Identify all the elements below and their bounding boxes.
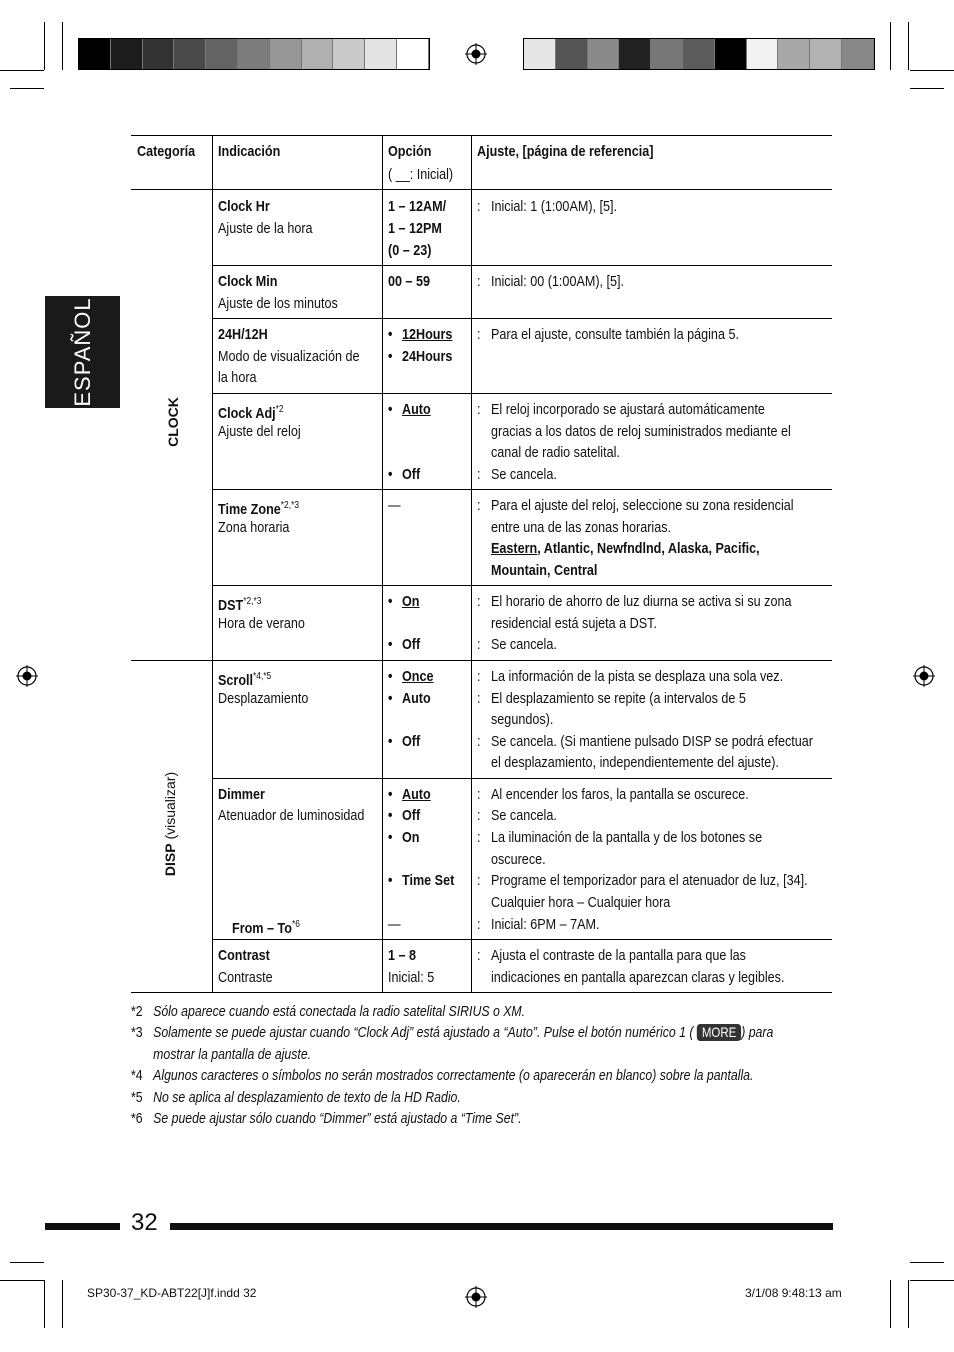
setting-text: Programe el temporizador para el atenuador de luz, [34]. xyxy=(491,872,808,889)
header-categoria: Categoría xyxy=(137,143,196,160)
header-indicacion: Indicación xyxy=(218,143,281,160)
setting-colon: : xyxy=(477,198,481,215)
header-opcion: Opción xyxy=(388,143,432,160)
slug-filename: SP30-37_KD-ABT22[J]f.indd 32 xyxy=(87,1286,257,1300)
item-desc: Hora de verano xyxy=(218,615,305,632)
color-bar-right xyxy=(523,38,875,70)
color-swatch xyxy=(143,39,175,69)
option-value-default: Auto xyxy=(402,401,431,418)
item-desc: Zona horaria xyxy=(218,519,290,536)
footer-bar-left xyxy=(45,1223,120,1230)
registration-mark-icon xyxy=(16,665,38,687)
item-name: Scroll$^{*4,*5}$ xyxy=(218,671,272,689)
setting-text: Para el ajuste del reloj, seleccione su zona residencial xyxy=(491,497,794,514)
setting-colon: : xyxy=(477,401,481,418)
setting-text: Inicial: 00 (1:00AM), [5]. xyxy=(491,273,625,290)
language-tab xyxy=(45,296,120,408)
item-name: $DST^{*2,*3}$ xyxy=(218,596,262,614)
setting-colon: : xyxy=(477,872,481,889)
footnote: *2 Sólo aparece cuando está conectada la radio satelital SIRIUS o XM. xyxy=(131,1003,526,1020)
group-label-disp: DISP (visualizar) xyxy=(162,771,179,877)
color-swatch xyxy=(715,39,747,69)
setting-colon: : xyxy=(477,273,481,290)
setting-text: gracias a los datos de reloj suministrados mediante el xyxy=(491,423,791,440)
footnote: *6 Se puede ajustar sólo cuando “Dimmer” está ajustado a “Time Set”. xyxy=(131,1110,522,1127)
item-name: Clock Adj$^{*2}$ xyxy=(218,404,284,422)
setting-colon: : xyxy=(477,916,481,933)
option-bullet: • xyxy=(388,326,393,343)
item-desc: Modo de visualización de xyxy=(218,348,360,365)
color-swatch xyxy=(524,39,556,69)
setting-text: residencial está sujeta a DST. xyxy=(491,615,657,632)
setting-text: La información de la pista se desplaza una sola vez. xyxy=(491,668,784,685)
option-value: Auto xyxy=(402,690,431,707)
item-name: Dimmer xyxy=(218,786,265,803)
item-name: Clock Hr xyxy=(218,198,270,215)
registration-mark-icon xyxy=(465,1286,487,1308)
item-desc: Ajuste de los minutos xyxy=(218,295,338,312)
option-value: (0 – 23) xyxy=(388,242,432,259)
color-bar-left xyxy=(78,38,430,70)
setting-text: La iluminación de la pantalla y de los botones se xyxy=(491,829,763,846)
setting-colon: : xyxy=(477,690,481,707)
color-swatch xyxy=(206,39,238,69)
option-value: Off xyxy=(402,733,421,750)
item-desc: Ajuste de la hora xyxy=(218,220,313,237)
registration-mark-icon xyxy=(465,43,487,65)
more-button-icon: MORE xyxy=(697,1024,741,1041)
option-bullet: • xyxy=(388,872,393,889)
setting-colon: : xyxy=(477,326,481,343)
color-swatch xyxy=(333,39,365,69)
option-value: On xyxy=(402,829,420,846)
setting-text: canal de radio satelital. xyxy=(491,444,620,461)
footer-bar-right xyxy=(170,1223,833,1230)
setting-colon: : xyxy=(477,593,481,610)
setting-text: entre una de las zonas horarias. xyxy=(491,519,672,536)
option-bullet: • xyxy=(388,593,393,610)
color-swatch xyxy=(842,39,874,69)
setting-colon: : xyxy=(477,733,481,750)
color-swatch xyxy=(810,39,842,69)
option-value: Off xyxy=(402,636,421,653)
color-swatch xyxy=(270,39,302,69)
setting-text: Cualquier hora – Cualquier hora xyxy=(491,894,671,911)
option-bullet: • xyxy=(388,636,393,653)
item-desc: Ajuste del reloj xyxy=(218,423,301,440)
footnote: *4 Algunos caracteres o símbolos no serán mostrados correctamente (o aparecerán en blanco) sobre la pantalla. xyxy=(131,1067,754,1084)
color-swatch xyxy=(365,39,397,69)
page-number: 32 xyxy=(131,1209,158,1236)
setting-text: Ajusta el contraste de la pantalla para que las xyxy=(491,947,746,964)
option-bullet: • xyxy=(388,807,393,824)
option-value: Inicial: 5 xyxy=(388,969,435,986)
color-swatch xyxy=(397,39,429,69)
color-swatch xyxy=(556,39,588,69)
item-desc: Contraste xyxy=(218,969,273,986)
option-value: 00 – 59 xyxy=(388,273,431,290)
setting-text: indicaciones en pantalla aparezcan claras y legibles. xyxy=(491,969,785,986)
setting-text: Para el ajuste, consulte también la página 5. xyxy=(491,326,739,343)
color-swatch xyxy=(619,39,651,69)
registration-mark-icon xyxy=(913,665,935,687)
color-swatch xyxy=(588,39,620,69)
option-value: 1 – 12PM xyxy=(388,220,442,237)
color-swatch xyxy=(238,39,270,69)
item-sub-name: From – To$^{*6}$ xyxy=(232,919,300,937)
setting-text: el desplazamiento, independientemente del ajuste). xyxy=(491,754,779,771)
time-zone-list: Mountain, Central xyxy=(491,562,598,579)
option-bullet: • xyxy=(388,668,393,685)
setting-colon: : xyxy=(477,466,481,483)
color-swatch xyxy=(778,39,810,69)
option-value: — xyxy=(388,497,401,514)
setting-text: El reloj incorporado se ajustará automáticamente xyxy=(491,401,765,418)
option-bullet: • xyxy=(388,690,393,707)
setting-colon: : xyxy=(477,668,481,685)
setting-colon: : xyxy=(477,636,481,653)
setting-text: Inicial: 6PM – 7AM. xyxy=(491,916,600,933)
setting-colon: : xyxy=(477,829,481,846)
setting-colon: : xyxy=(477,786,481,803)
option-value-default: Auto xyxy=(402,786,431,803)
item-desc: la hora xyxy=(218,369,257,386)
option-value: — xyxy=(388,916,401,933)
option-bullet: • xyxy=(388,401,393,418)
item-name: Time Zone$^{*2,*3}$ xyxy=(218,500,300,518)
color-swatch xyxy=(174,39,206,69)
setting-text: Se cancela. xyxy=(491,807,557,824)
setting-text: El desplazamiento se repite (a intervalos de 5 xyxy=(491,690,746,707)
setting-colon: : xyxy=(477,947,481,964)
option-value: 1 – 12AM/ xyxy=(388,198,447,215)
option-value: Off xyxy=(402,466,421,483)
option-bullet: • xyxy=(388,466,393,483)
option-bullet: • xyxy=(388,348,393,365)
setting-text: Se cancela. xyxy=(491,466,557,483)
setting-text: oscurece. xyxy=(491,851,546,868)
color-swatch xyxy=(683,39,715,69)
item-desc: Desplazamiento xyxy=(218,690,309,707)
color-swatch xyxy=(111,39,143,69)
setting-text: Inicial: 1 (1:00AM), [5]. xyxy=(491,198,618,215)
option-bullet: • xyxy=(388,829,393,846)
footnote: *3 Solamente se puede ajustar cuando “Clock Adj” está ajustado a “Auto”. Pulse el botón numérico 1 ( MORE ) para xyxy=(131,1024,774,1041)
option-value: 24Hours xyxy=(402,348,453,365)
item-name: 24H/12H xyxy=(218,326,268,343)
header-ajuste: Ajuste, [página de referencia] xyxy=(477,143,654,160)
setting-text: Al encender los faros, la pantalla se oscurece. xyxy=(491,786,749,803)
color-swatch xyxy=(79,39,111,69)
item-name: Clock Min xyxy=(218,273,278,290)
setting-text: Se cancela. (Si mantiene pulsado DISP se podrá efectuar xyxy=(491,733,813,750)
option-bullet: • xyxy=(388,786,393,803)
group-label-clock: CLOCK xyxy=(164,397,181,447)
setting-colon: : xyxy=(477,807,481,824)
slug-datetime: 3/1/08 9:48:13 am xyxy=(745,1286,842,1300)
option-value-default: On xyxy=(402,593,420,610)
option-value: 1 – 8 xyxy=(388,947,417,964)
setting-colon: : xyxy=(477,497,481,514)
option-value: Off xyxy=(402,807,421,824)
footnote: *5 No se aplica al desplazamiento de texto de la HD Radio. xyxy=(131,1089,461,1106)
footnote-continuation: mostrar la pantalla de ajuste. xyxy=(153,1046,312,1063)
option-value: Time Set xyxy=(402,872,455,889)
header-opcion-note: ( __: Inicial) xyxy=(388,166,454,183)
option-bullet: • xyxy=(388,733,393,750)
color-swatch xyxy=(747,39,779,69)
item-name: Contrast xyxy=(218,947,270,964)
setting-text: El horario de ahorro de luz diurna se activa si su zona xyxy=(491,593,792,610)
setting-text: segundos). xyxy=(491,711,554,728)
option-value-default: Once xyxy=(402,668,434,685)
item-desc: Atenuador de luminosidad xyxy=(218,807,365,824)
setting-text: Se cancela. xyxy=(491,636,557,653)
color-swatch xyxy=(651,39,683,69)
time-zone-list: Eastern, Atlantic, Newfndlnd, Alaska, Pacific, xyxy=(491,540,760,557)
language-tab-label: ESPAÑOL xyxy=(69,297,95,407)
color-swatch xyxy=(302,39,334,69)
option-value-default: 12Hours xyxy=(402,326,453,343)
